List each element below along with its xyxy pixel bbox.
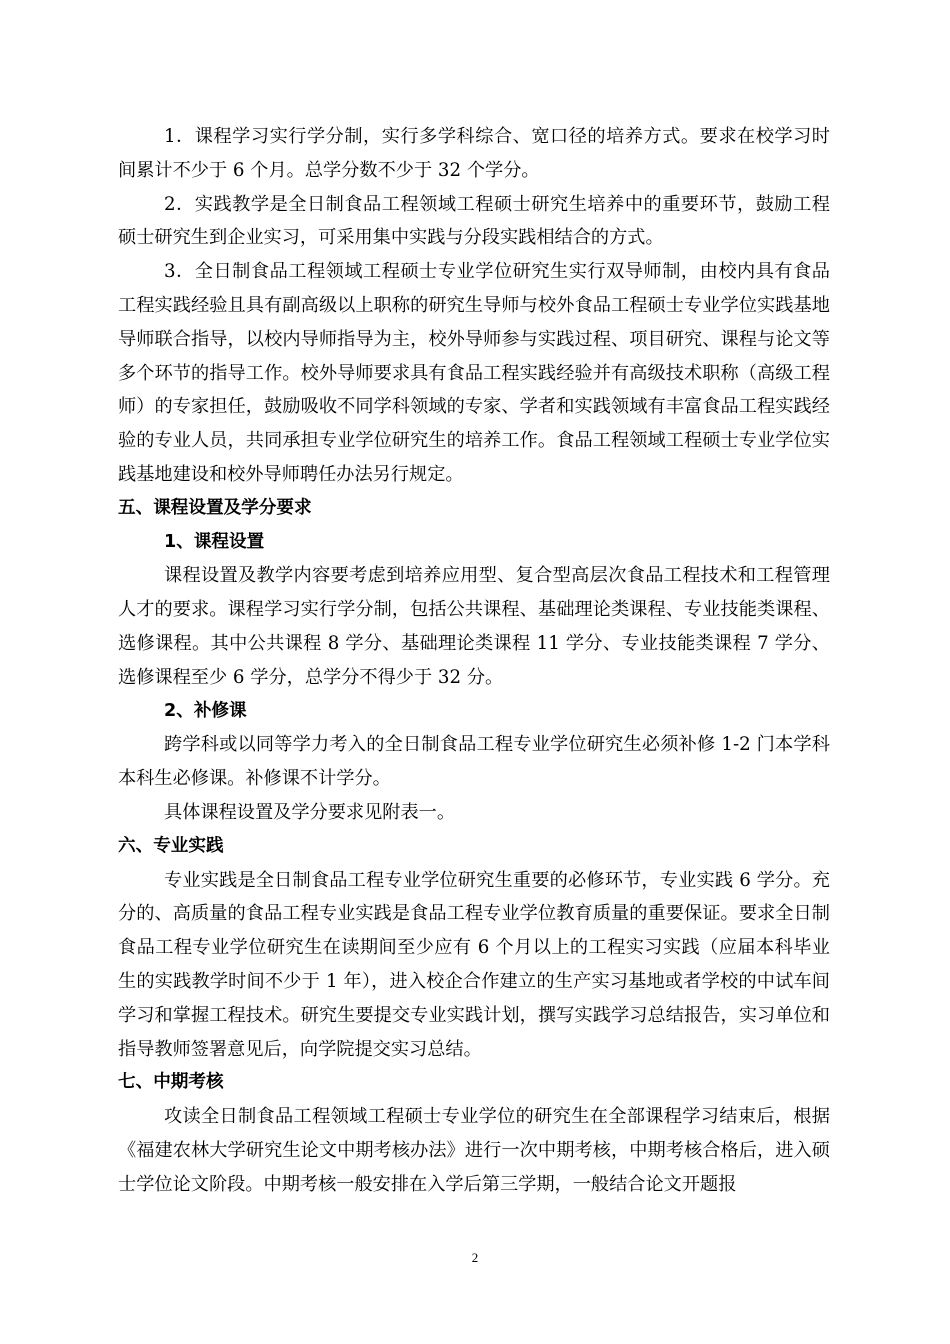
subsection-heading-makeup-courses: 2、补修课 bbox=[164, 700, 247, 721]
section-heading-practice: 六、专业实践 bbox=[118, 835, 224, 856]
page-body bbox=[118, 120, 830, 1202]
paragraph-course-setup: 课程设置及教学内容要考虑到培养应用型、复合型高层次食品工程技术和工程管理人才的要求。课程学习实行学分制，包括公共课程、基础理论类课程、专业技能类课程、选修课程。其中公共课程 8 学分、基础理论类课程 11 学分、专业技能类课程 7 学分、选修课程至少 6 学分，总学分不得少于 32 分。 bbox=[118, 565, 830, 688]
paragraph-practice-teaching: 2．实践教学是全日制食品工程领域工程硕士研究生培养中的重要环节，鼓励工程硕士研究生到企业实习，可采用集中实践与分段实践相结合的方式。 bbox=[118, 193, 830, 249]
section-heading-courses: 五、课程设置及学分要求 bbox=[118, 497, 312, 518]
page-number: 2 bbox=[471, 1250, 479, 1265]
section-heading-midterm: 七、中期考核 bbox=[118, 1072, 224, 1093]
paragraph-makeup-courses: 跨学科或以同等学力考入的全日制食品工程专业学位研究生必须补修 1-2 门本学科本科生必修课。补修课不计学分。 bbox=[118, 734, 830, 790]
paragraph-dual-supervisor: 3．全日制食品工程领域工程硕士专业学位研究生实行双导师制，由校内具有食品工程实践经验且具有副高级以上职称的研究生导师与校外食品工程硕士专业学位实践基地导师联合指导，以校内导师指导为主，校外导师参与实践过程、项目研究、课程与论文等多个环节的指导工作。校外导师要求具有食品工程实践经验并有高级技术职称（高级工程师）的专家担任，鼓励吸收不同学科领域的专家、学者和实践领域有丰富食品工程实践经验的专业人员，共同承担专业学位研究生的培养工作。食品工程领域工程硕士专业学位实践基地建设和校外导师聘任办法另行规定。 bbox=[118, 261, 830, 485]
subsection-heading-course-setup: 1、课程设置 bbox=[164, 531, 265, 552]
paragraph-midterm-assessment: 攻读全日制食品工程领域工程硕士专业学位的研究生在全部课程学习结束后，根据《福建农林大学研究生论文中期考核办法》进行一次中期考核，中期考核合格后，进入硕士学位论文阶段。中期考核一般安排在入学后第三学期，一般结合论文开题报 bbox=[118, 1106, 830, 1195]
paragraph-professional-practice: 专业实践是全日制食品工程专业学位研究生重要的必修环节，专业实践 6 学分。充分的、高质量的食品工程专业实践是食品工程专业学位教育质量的重要保证。要求全日制食品工程专业学位研究生在读期间至少应有 6 个月以上的工程实习实践（应届本科毕业生的实践教学时间不少于 1 年），进入校企合作建立的生产实习基地或者学校的中试车间学习和掌握工程技术。研究生要提交专业实践计划，撰写实践学习总结报告，实习单位和指导教师签署意见后，向学院提交实习总结。 bbox=[118, 869, 830, 1060]
paragraph-appendix-reference: 具体课程设置及学分要求见附表一。 bbox=[164, 801, 456, 823]
paragraph-coursework-credit: 1．课程学习实行学分制，实行多学科综合、宽口径的培养方式。要求在校学习时间累计不少于 6 个月。总学分数不少于 32 个学分。 bbox=[118, 126, 830, 181]
